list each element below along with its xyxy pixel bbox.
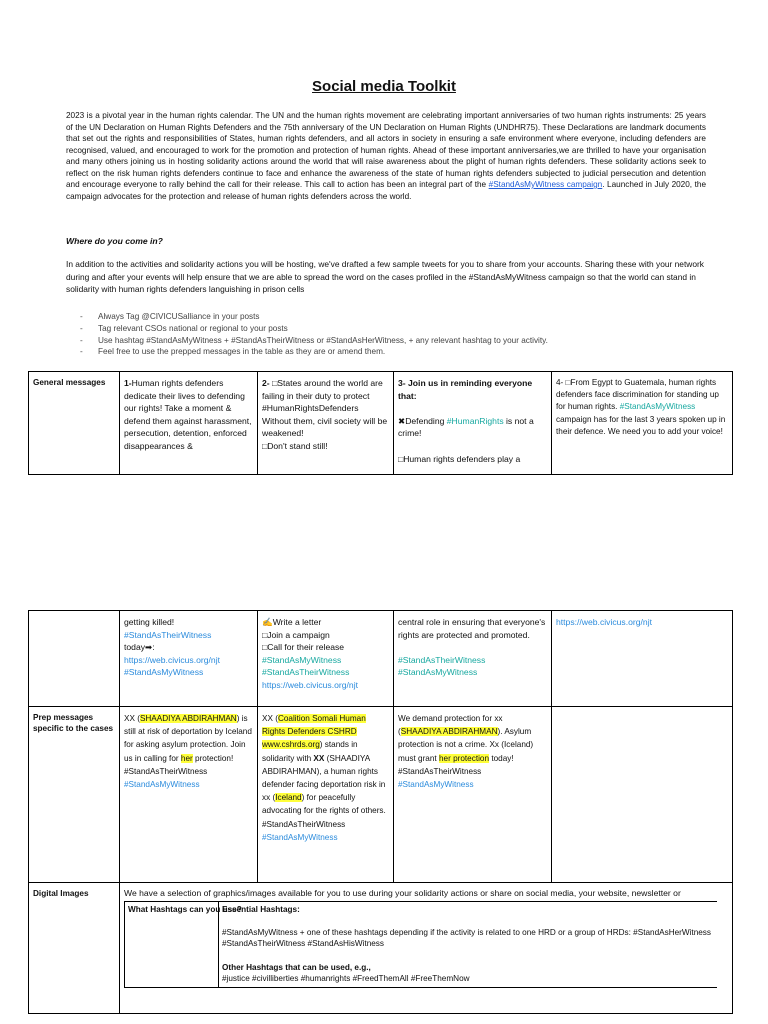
table-row [29, 707, 733, 883]
prep-cell-2: XX (Coalition Somali Human Rights Defenders CSHRD www.cshrds.org) stands in solidarity with XX (SHAADIYA ABDIRAHMAN), a human rights defender facing deportation risk in xx (Iceland) for peacefully advocating for the rights of others. #StandAsTheirWitness #StandAsMyWitness [258, 707, 394, 883]
list-item: - Tag relevant CSOs national or regional to your posts [66, 323, 548, 335]
message-cell-4: 4- □From Egypt to Guatemala, human rights defenders face discrimination for standing up for human rights. #StandAsMyWitness campaign has for the last 3 years spoken up in their defence. We need you to add your voice! [552, 372, 733, 475]
intro-paragraph: 2023 is a pivotal year in the human rights calendar. The UN and the human rights movement are celebrating important anniversaries of two human rights instruments: 25 years of the UN Declaration on Human Rights Defenders and the 75th anniversary of the UN Declaration on Human Rights (UNDHR75). These Declarations are landmark documents that set out the rights and responsibilities of States, human rights defenders, and all actors in society in ensuring a safe environment where everyone, including defenders are recognised, valued, and encouraged to work for the promotion and protection of human rights. Ahead of these important anniversaries,we are thrilled to have your organisation and many others joining us in hosting solidarity actions around the world that will raise awareness about the plight of human rights defenders. These solidarity actions seek to reflect on the risk human rights defenders continue to face and enhance the awareness of the state of human rights defenders subjected to judicial persecution and detention and encourage everyone to rally behind the call for their release. This call to action has been an integral part of the #StandAsMyWitness campaign. Launched in July 2020, the campaign advocates for the protection and release of human rights defenders across the world. [66, 111, 706, 201]
row-label: Prep messages specific to the cases [29, 707, 120, 883]
digital-images-cell: We have a selection of graphics/images available for you to use during your solidarity actions or share on social media, your website, newsletter or What Hashtags can you use? Essential Hashtags: #StandAsMyWitness + one of these hashtags depending if the activity is related to one HRD or a group of HRDs: #StandAsHerWitness #StandAsTheirWitness #StandAsHisWitness Other Hashtags that can be used, e.g., #justice #civilliberties #humanrights #FreedThemAll #FreeThemNow [120, 883, 733, 1014]
message-cell-1-cont: getting killed! #StandAsTheirWitness today➡: https://web.civicus.org/njt #StandAsMyWitness [120, 611, 258, 707]
hashtags-content: Essential Hashtags: #StandAsMyWitness + one of these hashtags depending if the activity is related to one HRD or a group of HRDs: #StandAsHerWitness #StandAsTheirWitness #StandAsHisWitness Other Hashtags that can be used, e.g., #justice #civilliberties #humanrights #FreedThemAll #FreeThemNow [219, 901, 717, 987]
civicus-link[interactable]: https://web.civicus.org/njt [262, 679, 359, 690]
message-cell-1: 1-Human rights defenders dedicate their lives to defending our rights! Take a moment & defend them against harassment, persecution, detention, enforced disappearances & [120, 372, 258, 475]
hashtags-table [124, 901, 717, 988]
list-item: - Feel free to use the prepped messages in the table as they are or amend them. [66, 346, 548, 358]
row-label: Digital Images [29, 883, 120, 1014]
list-item: - Use hashtag #StandAsMyWitness + #StandAsTheirWitness or #StandAsHerWitness, + any relevant hashtag to your activity. [66, 335, 548, 347]
prep-cell-3: We demand protection for xx (SHAADIYA ABDIRAHMAN). Asylum protection is not a crime. Xx (Iceland) must grant her protection today! #StandAsTheirWitness #StandAsMyWitness [394, 707, 552, 883]
section-heading: Where do you come in? [66, 236, 163, 246]
table-row [29, 372, 733, 475]
general-messages-table [28, 371, 733, 475]
message-cell-3-cont: central role in ensuring that everyone's rights are protected and promoted. #StandAsTheirWitness #StandAsMyWitness [394, 611, 552, 707]
page-title: Social media Toolkit [312, 78, 456, 95]
civicus-link[interactable]: https://web.civicus.org/njt [124, 654, 221, 665]
prep-cell-1: XX (SHAADIYA ABDIRAHMAN) is still at risk of deportation by Iceland for asking asylum protection. Join us in calling for her protection! #StandAsTheirWitness #StandAsMyWitness [120, 707, 258, 883]
list-item: - Always Tag @CIVICUSalliance in your posts [66, 311, 548, 323]
row-label [29, 611, 120, 707]
prep-cell-4 [552, 707, 733, 883]
messages-table-continued [28, 610, 733, 1014]
hashtags-label: What Hashtags can you use? [125, 901, 219, 987]
tips-list [66, 311, 548, 358]
addition-paragraph: In addition to the activities and solidarity actions you will be hosting, we've drafted a few sample tweets for you to share from your accounts. Sharing these with your network during and after your events will help ensure that we are able to spread the word on the cases profiled in the #StandAsMyWitness campaign so that the world can stand in solidarity with human rights defenders languishing in prison cells [66, 259, 704, 294]
message-cell-2: 2- □States around the world are failing in their duty to protect #HumanRightsDefenders Without them, civil society will be weakened! □Don't stand still! [258, 372, 394, 475]
message-cell-4-cont [552, 611, 733, 707]
civicus-link[interactable]: https://web.civicus.org/njt [556, 617, 653, 627]
message-cell-2-cont: ✍Write a letter □Join a campaign □Call for their release #StandAsMyWitness #StandAsTheirWitness https://web.civicus.org/njt [258, 611, 394, 707]
message-cell-3: 3- Join us in reminding everyone that: ✖Defending #HumanRights is not a crime! □Human rights defenders play a [394, 372, 552, 475]
table-row [29, 611, 733, 707]
table-row [125, 901, 717, 987]
campaign-link[interactable]: #StandAsMyWitness campaign [488, 180, 603, 189]
table-row [29, 883, 733, 1014]
row-label: General messages [29, 372, 120, 475]
